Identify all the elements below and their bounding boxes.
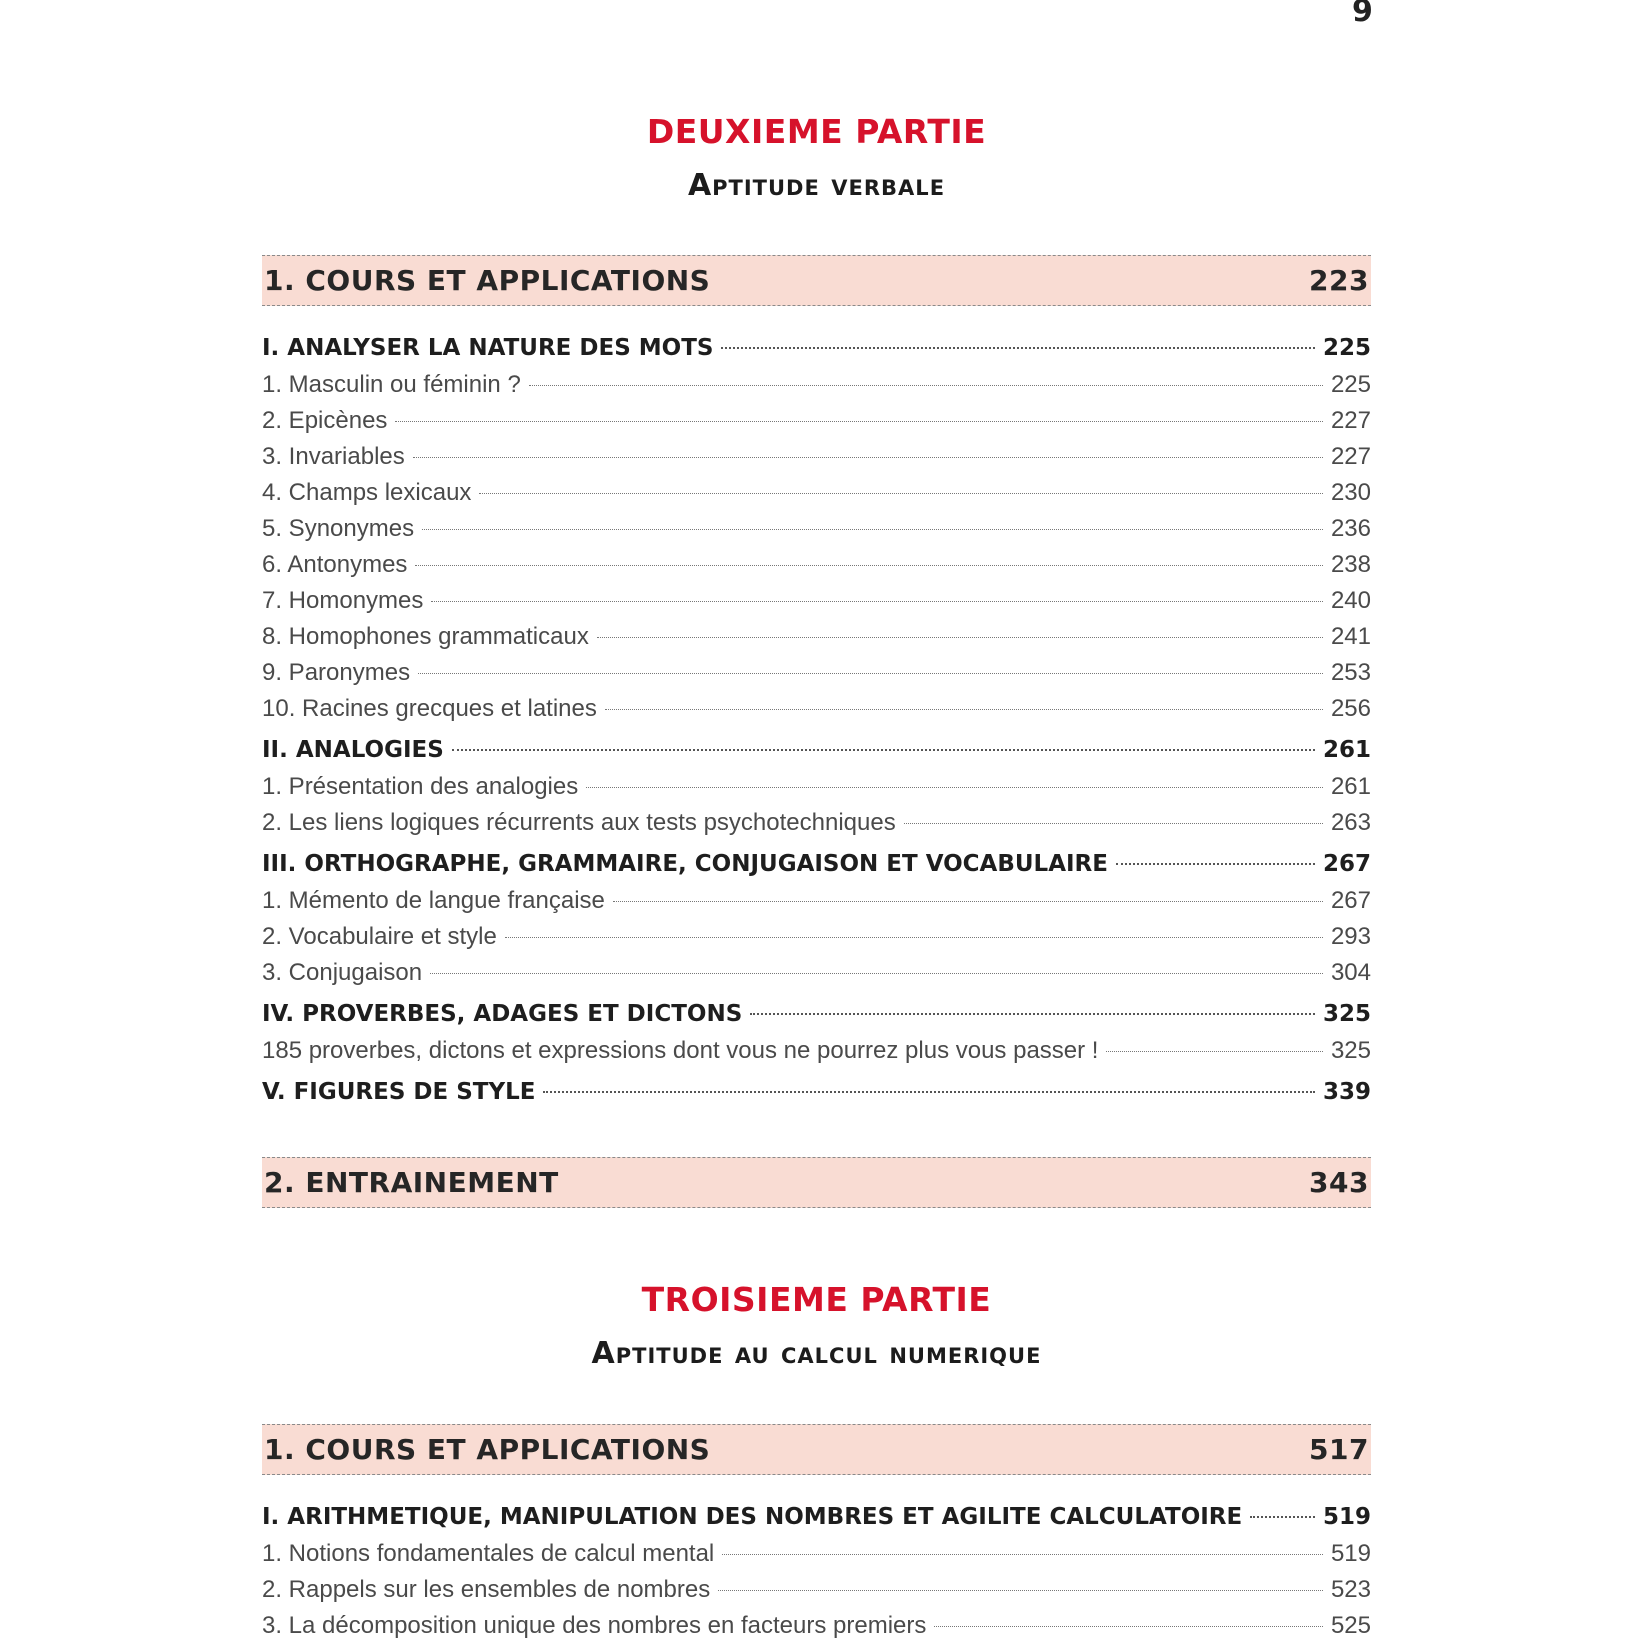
leader-dots (1250, 1516, 1315, 1518)
toc-item-row (262, 919, 1371, 955)
toc-item-page: 325 (1330, 1037, 1371, 1064)
toc-item-label: 3. Invariables (262, 443, 405, 470)
part2-title: Aptitude verbale (687, 168, 946, 203)
toc-section-page: 519 (1322, 1504, 1371, 1530)
toc-item-row (262, 1608, 1371, 1644)
toc-section-label: III. ORTHOGRAPHE, GRAMMAIRE, CONJUGAISON ET VOCABULAIRE (262, 851, 1108, 877)
toc-section-row (262, 329, 1371, 367)
leader-dots (597, 637, 1323, 638)
leader-dots (431, 601, 1323, 602)
toc-item-row (262, 1572, 1371, 1608)
toc-section-page: 225 (1322, 335, 1371, 361)
part2-heading: DEUXIEME PARTIE (646, 112, 987, 151)
toc-item-page: 227 (1330, 443, 1371, 470)
toc-section-label: I. ANALYSER LA NATURE DES MOTS (262, 335, 714, 361)
toc-item-row (262, 439, 1371, 475)
toc-item-label: 3. Conjugaison (262, 959, 423, 986)
toc-item-row (262, 691, 1371, 727)
toc-section-row (262, 1498, 1371, 1536)
band-label: 2. ENTRAINEMENT (264, 1166, 559, 1199)
toc-section-page: 339 (1322, 1079, 1371, 1105)
toc-item-page: 253 (1330, 659, 1371, 686)
toc-section-label: II. ANALOGIES (262, 737, 444, 763)
toc-item-page: 304 (1330, 959, 1371, 986)
toc-item-label: 10. Racines grecques et latines (262, 695, 597, 722)
leader-dots (413, 457, 1323, 458)
band-page: 223 (1309, 264, 1369, 297)
toc-section-row (262, 1073, 1371, 1111)
toc-item-page: 240 (1330, 587, 1371, 614)
leader-dots (529, 385, 1323, 386)
part2-toc (262, 325, 1371, 1111)
part2-band-entrainement (262, 1157, 1371, 1208)
toc-section-row (262, 731, 1371, 769)
toc-item-label: 6. Antonymes (262, 551, 408, 578)
part3-title: Aptitude au calcul numerique (591, 1336, 1042, 1371)
toc-item-label: 2. Vocabulaire et style (262, 923, 497, 950)
toc-item-label: 3. La décomposition unique des nombres en facteurs premiers (262, 1612, 927, 1639)
leader-dots (613, 901, 1323, 902)
leader-dots (395, 421, 1323, 422)
toc-item-page: 261 (1330, 773, 1371, 800)
leader-dots (1116, 863, 1315, 865)
toc-item-label: 1. Masculin ou féminin ? (262, 371, 521, 398)
toc-section-label: V. FIGURES DE STYLE (262, 1079, 536, 1105)
leader-dots (505, 937, 1323, 938)
toc-item-page: 225 (1330, 371, 1371, 398)
toc-item-label: 8. Homophones grammaticaux (262, 623, 589, 650)
part2-band-cours (262, 255, 1371, 306)
toc-item-page: 241 (1330, 623, 1371, 650)
toc-section-label: I. ARITHMETIQUE, MANIPULATION DES NOMBRES ET AGILITE CALCULATOIRE (262, 1504, 1243, 1530)
band-label: 1. COURS ET APPLICATIONS (264, 1433, 711, 1466)
leader-dots (418, 673, 1323, 674)
toc-item-row (262, 583, 1371, 619)
leader-dots (430, 973, 1323, 974)
toc-item-page: 236 (1330, 515, 1371, 542)
page-number: 9 (1352, 0, 1373, 29)
toc-item-page: 267 (1330, 887, 1371, 914)
part3-heading: TROISIEME PARTIE (641, 1280, 992, 1319)
toc-item-row (262, 511, 1371, 547)
leader-dots (543, 1091, 1315, 1093)
toc-section-page: 325 (1322, 1001, 1371, 1027)
toc-section-row (262, 845, 1371, 883)
part3-toc (262, 1494, 1371, 1644)
toc-section-page: 261 (1322, 737, 1371, 763)
toc-item-label: 1. Présentation des analogies (262, 773, 579, 800)
toc-section-page: 267 (1322, 851, 1371, 877)
toc-section-row (262, 995, 1371, 1033)
toc-item-row (262, 403, 1371, 439)
toc-item-label: 5. Synonymes (262, 515, 415, 542)
leader-dots (750, 1013, 1315, 1015)
leader-dots (721, 347, 1315, 349)
toc-item-label: 2. Les liens logiques récurrents aux tests psychotechniques (262, 809, 896, 836)
leader-dots (422, 529, 1323, 530)
toc-item-page: 525 (1330, 1612, 1371, 1639)
toc-item-label: 9. Paronymes (262, 659, 411, 686)
leader-dots (586, 787, 1323, 788)
leader-dots (718, 1590, 1323, 1591)
leader-dots (605, 709, 1323, 710)
toc-item-row (262, 547, 1371, 583)
toc-item-page: 293 (1330, 923, 1371, 950)
toc-item-label: 1. Notions fondamentales de calcul mental (262, 1540, 715, 1567)
toc-item-page: 256 (1330, 695, 1371, 722)
toc-item-row (262, 805, 1371, 841)
leader-dots (722, 1554, 1323, 1555)
toc-item-page: 227 (1330, 407, 1371, 434)
toc-item-page: 230 (1330, 479, 1371, 506)
toc-item-page: 263 (1330, 809, 1371, 836)
toc-item-row (262, 619, 1371, 655)
toc-item-page: 523 (1330, 1576, 1371, 1603)
toc-item-row (262, 655, 1371, 691)
band-label: 1. COURS ET APPLICATIONS (264, 264, 711, 297)
toc-item-row (262, 883, 1371, 919)
toc-item-row (262, 367, 1371, 403)
leader-dots (904, 823, 1323, 824)
leader-dots (1106, 1051, 1322, 1052)
toc-item-label: 1. Mémento de langue française (262, 887, 605, 914)
toc-item-label: 7. Homonymes (262, 587, 424, 614)
toc-item-label: 185 proverbes, dictons et expressions dont vous ne pourrez plus vous passer ! (262, 1037, 1099, 1064)
part3-band-cours (262, 1424, 1371, 1475)
band-page: 517 (1309, 1433, 1369, 1466)
toc-item-label: 2. Epicènes (262, 407, 388, 434)
toc-item-row (262, 769, 1371, 805)
toc-item-page: 519 (1330, 1540, 1371, 1567)
toc-item-row (262, 955, 1371, 991)
toc-item-page: 238 (1330, 551, 1371, 578)
toc-item-row (262, 475, 1371, 511)
toc-section-label: IV. PROVERBES, ADAGES ET DICTONS (262, 1001, 743, 1027)
toc-item-row (262, 1536, 1371, 1572)
leader-dots (479, 493, 1323, 494)
leader-dots (415, 565, 1323, 566)
leader-dots (452, 749, 1315, 751)
leader-dots (934, 1626, 1323, 1627)
toc-item-label: 2. Rappels sur les ensembles de nombres (262, 1576, 711, 1603)
toc-item-row (262, 1033, 1371, 1069)
band-page: 343 (1309, 1166, 1369, 1199)
toc-item-label: 4. Champs lexicaux (262, 479, 472, 506)
